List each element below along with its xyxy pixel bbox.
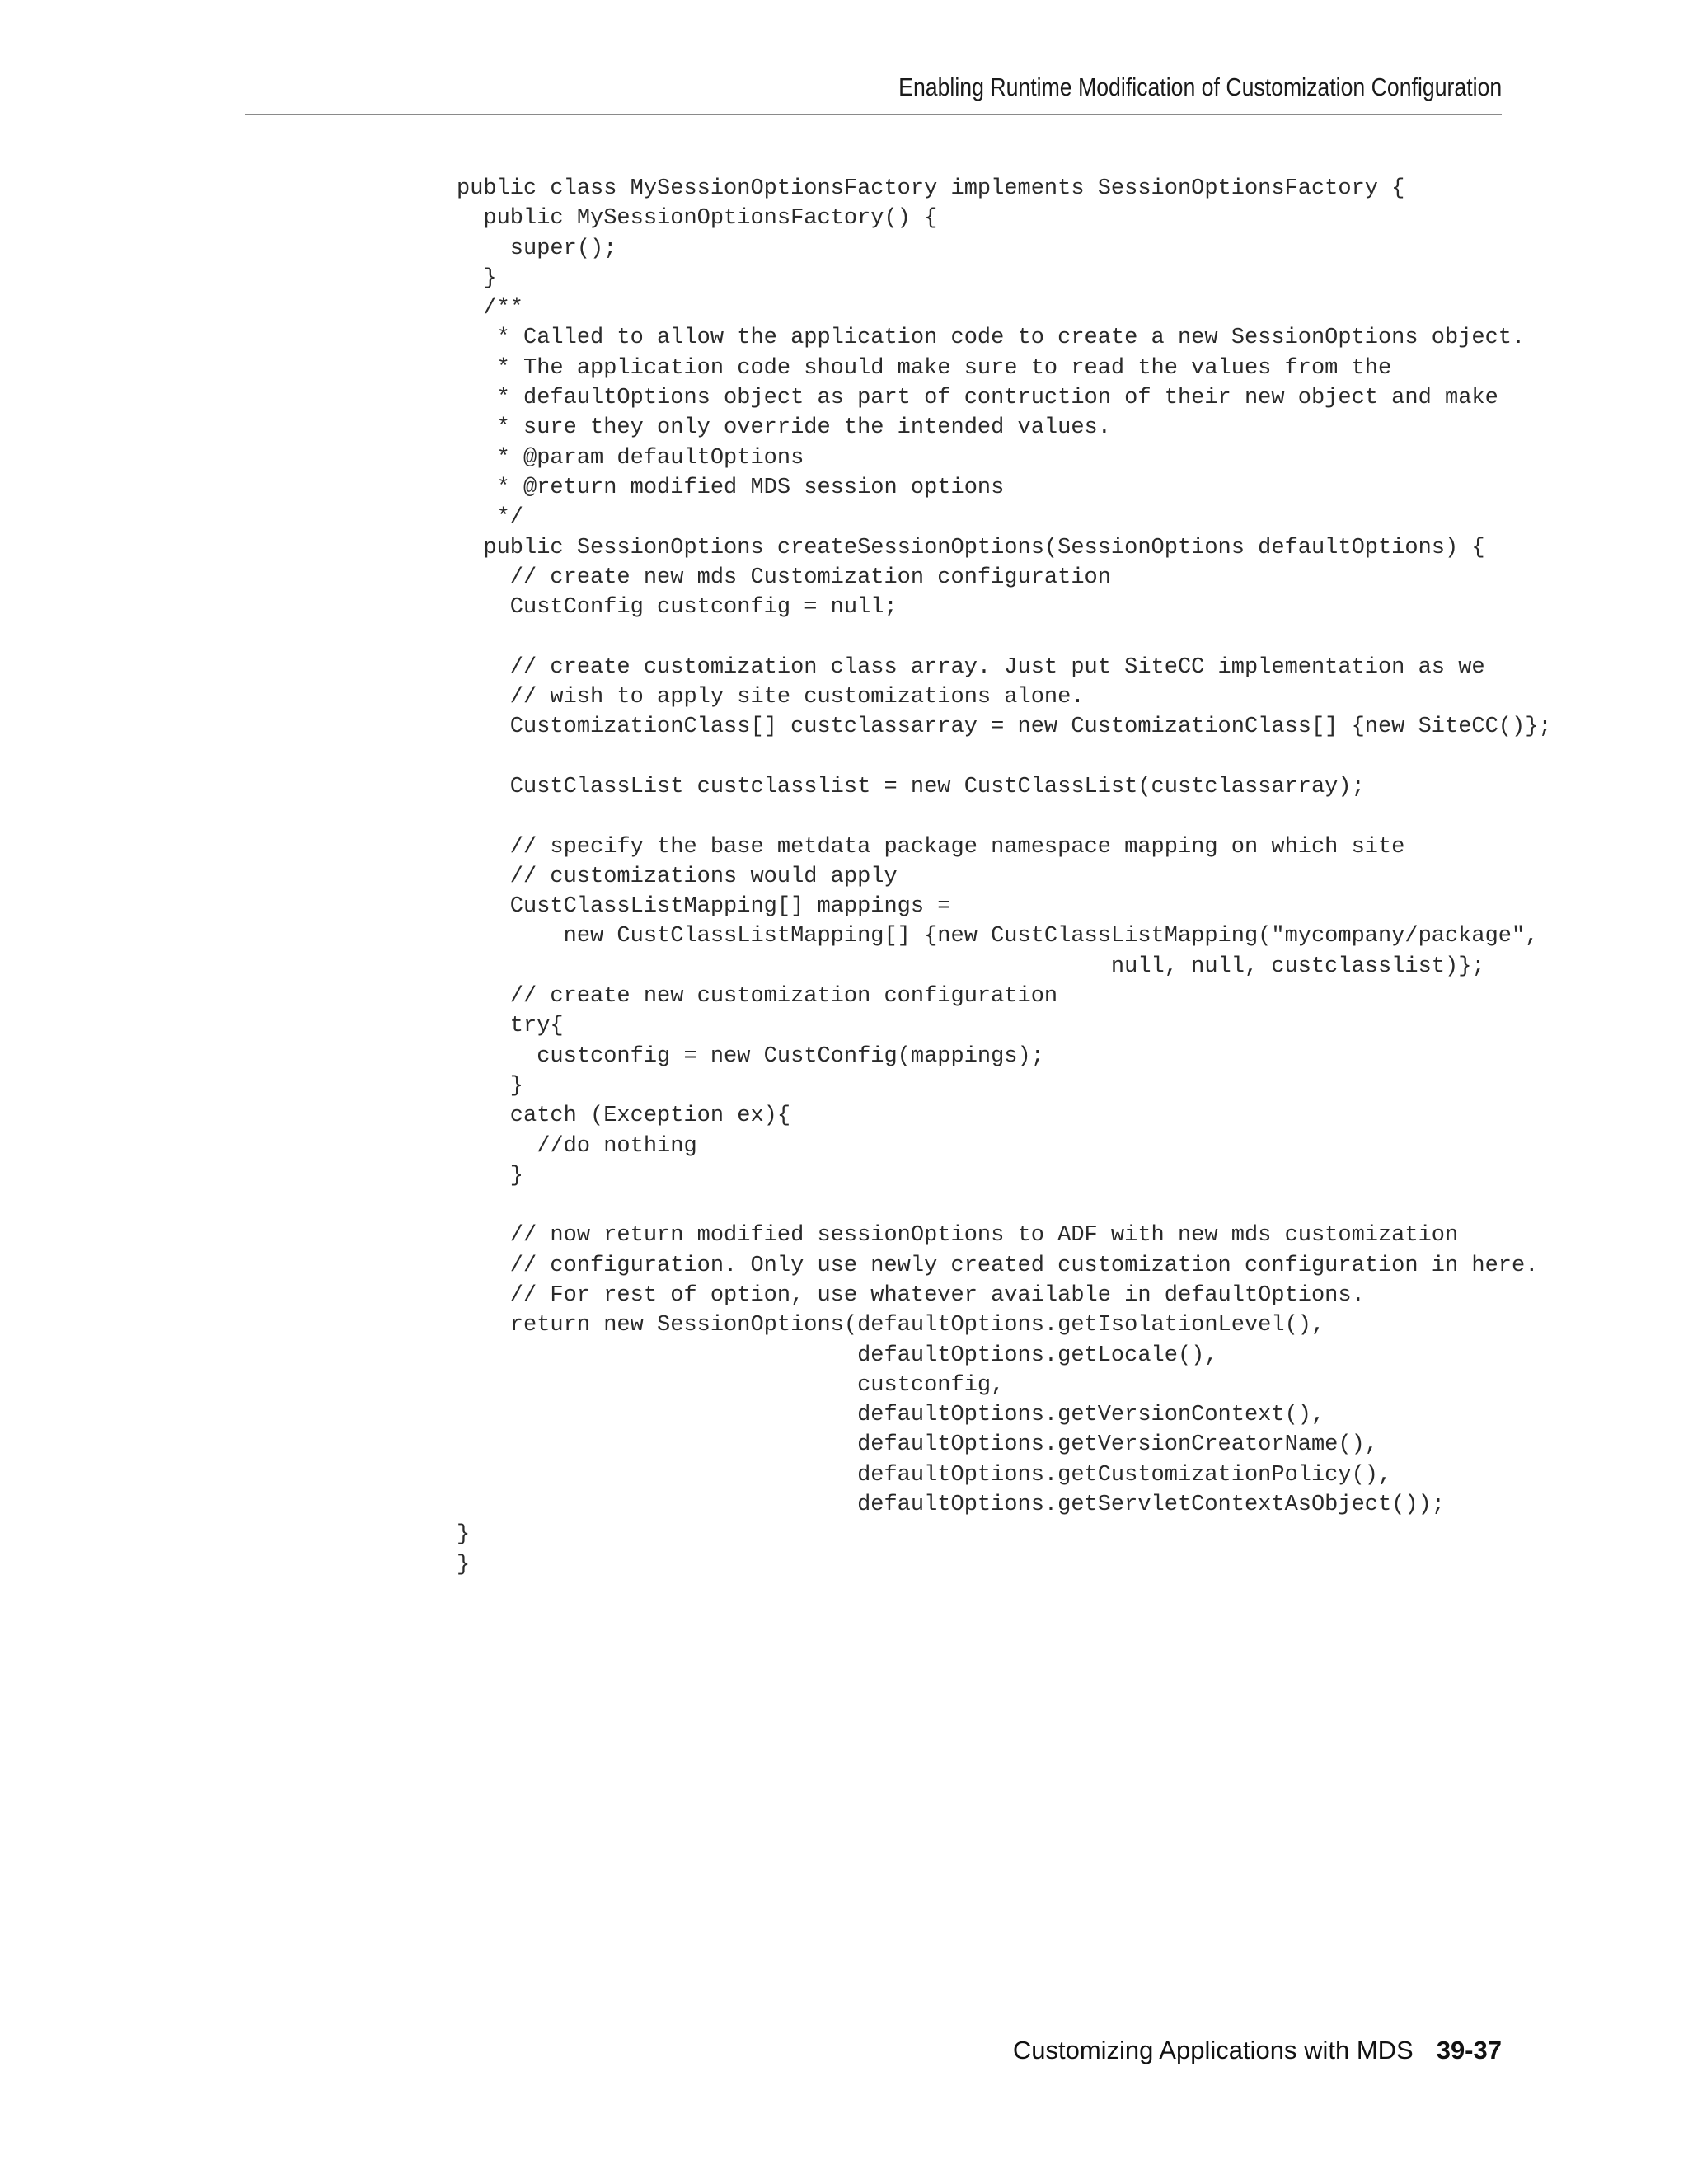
code-line [457,622,1552,652]
code-line: defaultOptions.getVersionContext(), [457,1403,1325,1428]
code-line: /** [457,296,524,321]
code-line: * @return modified MDS session options [457,475,1005,500]
code-line: } [457,1163,524,1188]
code-line: catch (Exception ex){ [457,1104,791,1129]
code-line: // specify the base metdata package namespace mapping on which site [457,834,1405,860]
code-line: // wish to apply site customizations alone. [457,685,1085,710]
code-line: new CustClassListMapping[] {new CustClassListMapping("mycompany/package", [457,924,1539,949]
code-line: null, null, custclasslist)}; [457,954,1485,979]
code-line [457,743,1552,772]
code-line: public class MySessionOptionsFactory implements SessionOptionsFactory { [457,176,1405,201]
code-line: defaultOptions.getLocale(), [457,1343,1218,1368]
code-line: */ [457,505,524,531]
code-line: defaultOptions.getServletContextAsObject()); [457,1493,1445,1518]
code-line: custconfig = new CustConfig(mappings); [457,1043,1044,1069]
header-rule [245,114,1502,115]
code-line: // customizations would apply [457,864,898,889]
code-line: * The application code should make sure to read the values from the [457,355,1392,381]
code-line: * Called to allow the application code to create a new SessionOptions object. [457,326,1526,351]
code-line: CustClassListMapping[] mappings = [457,894,951,920]
code-line: defaultOptions.getCustomizationPolicy(), [457,1462,1392,1488]
code-line: //do nothing [457,1133,697,1159]
code-line: defaultOptions.getVersionCreatorName(), [457,1432,1378,1458]
page-number: 39-37 [1436,2036,1502,2064]
code-line: // configuration. Only use newly created customization configuration in here. [457,1253,1539,1278]
footer-book-title: Customizing Applications with MDS [1012,2036,1414,2064]
code-line: custconfig, [457,1372,1005,1398]
code-line: public MySessionOptionsFactory() { [457,206,938,232]
code-line: CustomizationClass[] custclassarray = new CustomizationClass[] {new SiteCC()}; [457,715,1552,740]
code-line: } [457,1522,471,1548]
code-listing [457,174,1552,1580]
code-line: CustConfig custconfig = null; [457,595,898,621]
code-line: } [457,265,497,291]
code-line: CustClassList custclasslist = new CustClassList(custclassarray); [457,774,1365,799]
code-line: // create customization class array. Just put SiteCC implementation as we [457,654,1485,680]
code-line: super(); [457,236,617,261]
running-header: Enabling Runtime Modification of Customization Configuration [898,73,1502,101]
code-line: return new SessionOptions(defaultOptions.getIsolationLevel(), [457,1313,1325,1338]
code-line: public SessionOptions createSessionOptions(SessionOptions defaultOptions) { [457,535,1485,560]
code-line: * sure they only override the intended values. [457,415,1111,441]
page-footer [1013,2036,1502,2065]
code-line: // For rest of option, use whatever available in defaultOptions. [457,1282,1365,1308]
code-line: // now return modified sessionOptions to ADF with new mds customization [457,1223,1459,1249]
code-line: * @param defaultOptions [457,445,804,471]
code-line [457,1191,1552,1221]
code-line: try{ [457,1014,564,1039]
code-line: } [457,1552,471,1577]
code-line [457,802,1552,832]
code-line: } [457,1073,524,1099]
code-line: * defaultOptions object as part of contruction of their new object and make [457,386,1498,411]
code-line: // create new customization configuration [457,984,1058,1010]
code-line: // create new mds Customization configuration [457,565,1111,590]
